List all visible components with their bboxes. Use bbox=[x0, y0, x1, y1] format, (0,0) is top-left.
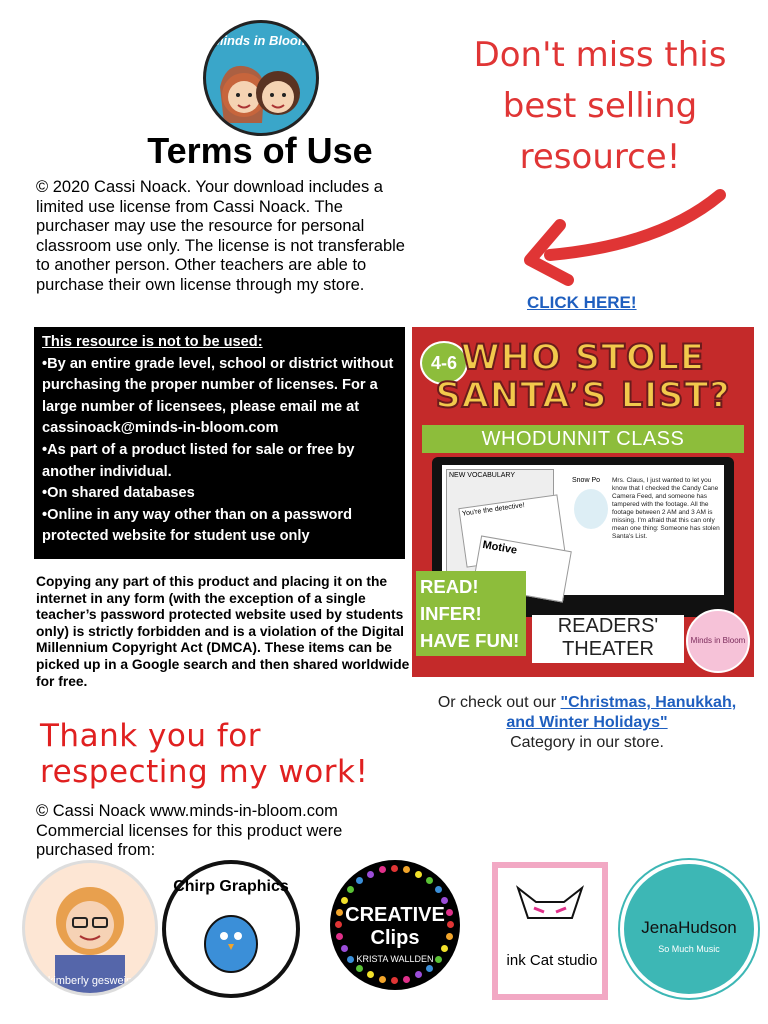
dot-icon bbox=[367, 871, 374, 878]
theater-line: THEATER bbox=[562, 638, 654, 660]
cat-face-icon bbox=[498, 868, 602, 948]
screen-text: Mrs. Claus, I just wanted to let you know that I checked the Candy Cane Camera Feed, and someone has tampered with the footage. All the footage between 2 AM and 3 AM is missing. I'm afraid that this can only mean one thing: Someone has stolen Santa's List. bbox=[612, 477, 720, 540]
small-logo: Minds in Bloom bbox=[686, 609, 750, 673]
artist-name: ink Cat studio bbox=[506, 952, 598, 969]
artist-badge-jena-hudson bbox=[620, 860, 758, 998]
promo-text: Don't miss this best selling resource! bbox=[473, 35, 727, 177]
logo-text: Minds in Bloom bbox=[212, 33, 310, 48]
restrictions-heading: This resource is not to be used: bbox=[42, 334, 263, 350]
motive-card-title: Motive bbox=[481, 538, 518, 557]
artist-sub: So Much Music bbox=[658, 944, 720, 954]
artist-badge-kimberly bbox=[22, 860, 158, 996]
vocab-card-title: NEW VOCABULARY bbox=[449, 472, 515, 479]
restriction-item: •By an entire grade level, school or district without purchasing the proper number of licenses. For a large number of licensees, please email me at cassinoack@minds-in-bloom.com bbox=[42, 355, 394, 437]
copying-notice: Copying any part of this product and placing it on the internet in any form (with the exception of a single teacher’s password protected website used by students only) is strictly forbidden and is a violation of the Digital Millennium Copyright Act (DMCA). These items can be picked up in a Google search and then shared worldwide for free. bbox=[36, 574, 410, 689]
portrait-photo-icon bbox=[25, 863, 155, 993]
restriction-item: •Online in any way other than on a password protected website for student use only bbox=[42, 506, 353, 545]
artist-name: CREATIVE Clips bbox=[345, 904, 445, 949]
dot-icon bbox=[435, 956, 442, 963]
artist-sub: KRISTA WALLDEN bbox=[356, 954, 434, 964]
theater-line: READERS' bbox=[557, 615, 659, 637]
product-title-line: SANTA’S LIST? bbox=[435, 376, 731, 416]
dot-icon bbox=[426, 877, 433, 884]
read-infer-banner bbox=[416, 571, 526, 656]
restriction-item: •On shared databases bbox=[42, 485, 195, 502]
dot-icon bbox=[356, 965, 363, 972]
dot-icon bbox=[415, 871, 422, 878]
dot-icon bbox=[336, 909, 343, 916]
dot-icon bbox=[356, 877, 363, 884]
artist-badge-creative-clips bbox=[330, 860, 460, 990]
page-title: Terms of Use bbox=[147, 130, 373, 171]
readers-theater-label bbox=[532, 615, 684, 663]
dot-icon bbox=[367, 971, 374, 978]
artist-badge-chirp bbox=[162, 860, 300, 998]
dot-icon bbox=[415, 971, 422, 978]
dot-icon bbox=[335, 921, 342, 928]
category-link[interactable]: "Christmas, Hanukkah, and Winter Holidays" bbox=[506, 694, 737, 731]
product-title bbox=[412, 339, 754, 415]
dot-icon bbox=[441, 945, 448, 952]
thanks-message: Thank you for respecting my work! bbox=[40, 718, 369, 790]
artist-name: kimberly geswein bbox=[47, 975, 133, 987]
dot-icon bbox=[447, 921, 454, 928]
next-up-label bbox=[572, 577, 632, 584]
dot-icon bbox=[435, 886, 442, 893]
dot-icon bbox=[379, 866, 386, 873]
read-line: HAVE FUN! bbox=[420, 630, 520, 651]
restrictions-box bbox=[34, 327, 405, 559]
product-subtitle: WHODUNNIT CLASS bbox=[422, 425, 744, 453]
artist-name: Chirp Graphics bbox=[173, 878, 289, 895]
logo-faces-icon bbox=[206, 23, 316, 133]
read-line: READ! bbox=[420, 576, 479, 597]
curved-arrow-icon bbox=[510, 185, 740, 295]
detective-card-title: You're the detective! bbox=[461, 502, 526, 518]
narrator-text: Narrator 2 bbox=[600, 577, 632, 584]
blue-bird-icon bbox=[166, 864, 296, 994]
dot-icon bbox=[341, 945, 348, 952]
credit-line: Commercial licenses for this product were purchased from: bbox=[36, 821, 343, 859]
credit-block bbox=[36, 802, 416, 861]
or-check-prefix: Or check out our bbox=[437, 694, 561, 711]
or-check-suffix: Category in our store. bbox=[510, 734, 664, 751]
license-paragraph: © 2020 Cassi Noack. Your download includes a limited use license from Cassi Noack. The purchaser may use the resource for personal classroom use only. The license is not transferable to another person. Other teachers are able to purchase their own license through my store. bbox=[36, 178, 405, 294]
dot-icon bbox=[341, 897, 348, 904]
snow-label: Snow Po bbox=[572, 477, 601, 484]
product-cover[interactable] bbox=[412, 327, 754, 677]
snowman-icon bbox=[574, 489, 608, 529]
grade-badge: 4-6 bbox=[420, 341, 468, 385]
read-line: INFER! bbox=[420, 603, 482, 624]
restriction-item: •As part of a product listed for sale or free by another individual. bbox=[42, 441, 355, 480]
dot-icon bbox=[379, 976, 386, 983]
dot-icon bbox=[391, 865, 398, 872]
or-check-block bbox=[432, 693, 742, 753]
click-here-link[interactable]: CLICK HERE! bbox=[527, 293, 637, 312]
credit-line: © Cassi Noack www.minds-in-bloom.com bbox=[36, 802, 338, 820]
artist-name: JenaHudson bbox=[641, 918, 737, 937]
product-title-line: WHO STOLE bbox=[461, 338, 705, 378]
dot-icon bbox=[446, 909, 453, 916]
dot-icon bbox=[403, 976, 410, 983]
dot-icon bbox=[347, 886, 354, 893]
dot-icon bbox=[403, 866, 410, 873]
minds-in-bloom-logo bbox=[203, 20, 319, 136]
dot-icon bbox=[426, 965, 433, 972]
dot-icon bbox=[391, 977, 398, 984]
artist-badge-ink-cat bbox=[492, 862, 608, 1000]
next-up-text: Next up: bbox=[572, 577, 599, 584]
dot-icon bbox=[441, 897, 448, 904]
